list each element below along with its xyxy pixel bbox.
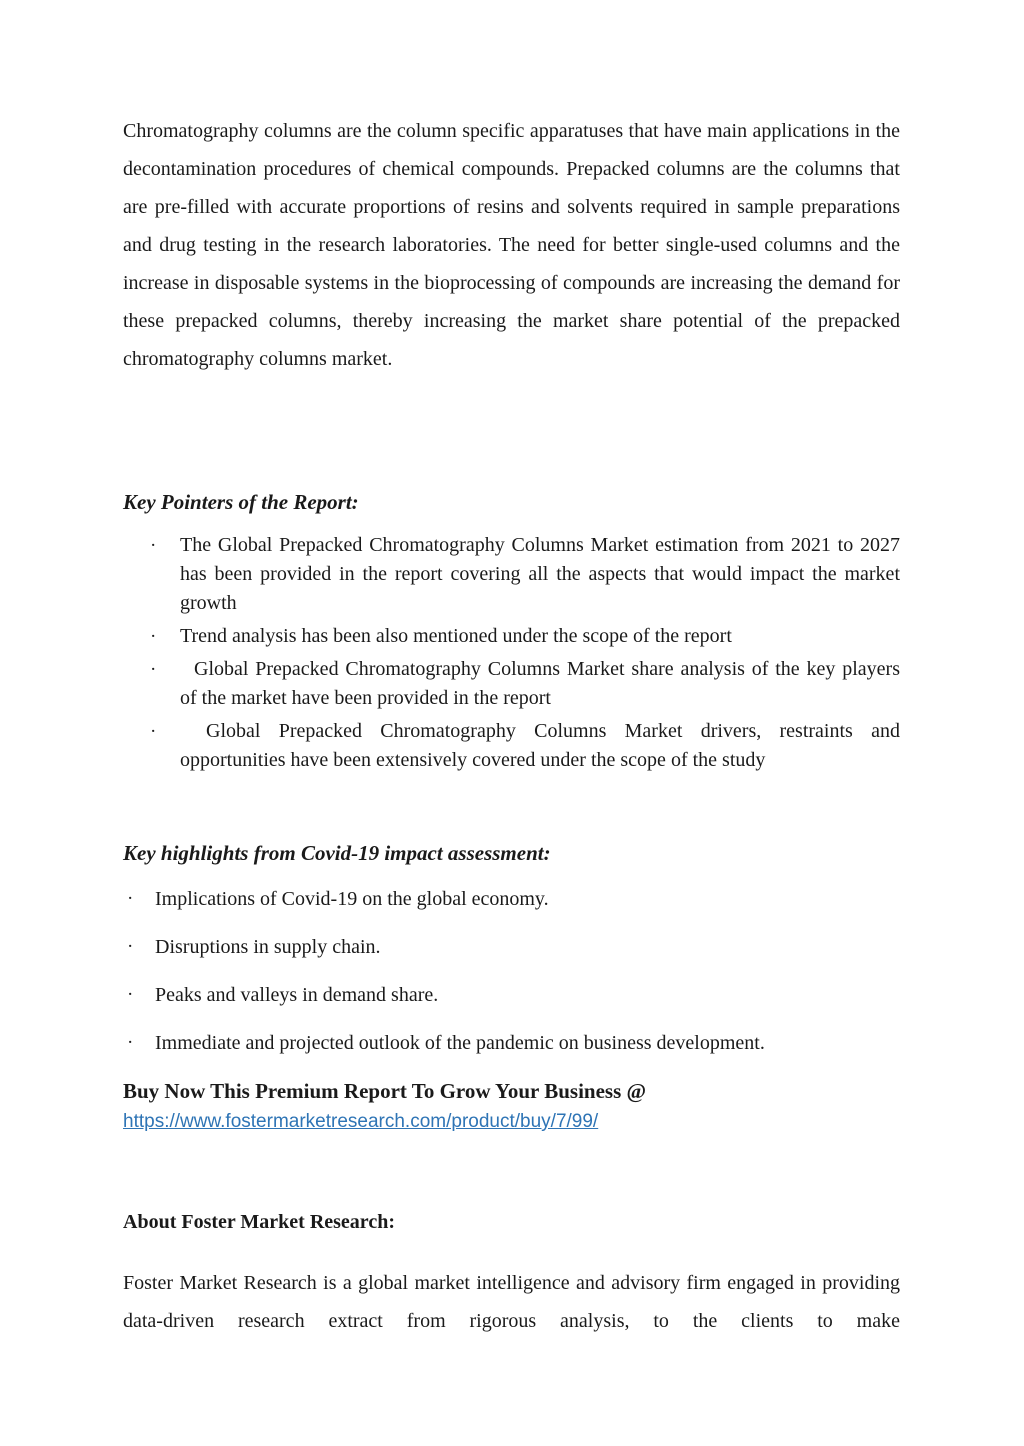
bullet-icon: · xyxy=(127,936,134,957)
list-item-text: Global Prepacked Chromatography Columns Market share analysis of the key players of the market have been provided in the report xyxy=(180,658,900,709)
key-pointers-list xyxy=(123,531,900,775)
bullet-icon: · xyxy=(127,888,134,909)
bullet-icon: · xyxy=(150,721,157,742)
bullet-icon: · xyxy=(150,626,157,647)
bullet-icon: · xyxy=(127,984,134,1005)
list-item-text: The Global Prepacked Chromatography Columns Market estimation from 2021 to 2027 has been provided in the report covering all the aspects that would impact the market growth xyxy=(180,534,900,614)
covid-highlights-heading: Key highlights from Covid-19 impact assessment: xyxy=(123,841,551,865)
list-item xyxy=(123,717,900,775)
intro-paragraph: Chromatography columns are the column specific apparatuses that have main applications in the decontamination procedures of chemical compounds. Prepacked columns are the columns that are pre-filled with accurate proportions of resins and solvents required in sample preparations and drug testing in the research laboratories. The need for better single-used columns and the increase in disposable systems in the bioprocessing of compounds are increasing the demand for these prepacked columns, thereby increasing the market share potential of the prepacked chromatography columns market. xyxy=(123,120,900,370)
list-item-text: Peaks and valleys in demand share. xyxy=(155,984,439,1006)
list-item-text: Disruptions in supply chain. xyxy=(155,936,381,958)
list-item-text: Trend analysis has been also mentioned under the scope of the report xyxy=(180,625,732,647)
bullet-icon: · xyxy=(150,535,157,556)
list-item xyxy=(123,622,900,651)
list-item-text: Implications of Covid-19 on the global economy. xyxy=(155,888,549,910)
list-item xyxy=(123,655,900,713)
list-item xyxy=(123,933,900,961)
about-heading: About Foster Market Research: xyxy=(123,1211,395,1233)
list-item xyxy=(123,981,900,1009)
list-item xyxy=(123,1029,900,1057)
buy-now-heading: Buy Now This Premium Report To Grow Your Business @ xyxy=(123,1079,647,1103)
bullet-icon: · xyxy=(150,659,157,680)
key-pointers-heading: Key Pointers of the Report: xyxy=(123,490,359,514)
covid-highlights-list xyxy=(123,885,900,1057)
list-item-text: Immediate and projected outlook of the pandemic on business development. xyxy=(155,1032,765,1054)
about-paragraph: Foster Market Research is a global market intelligence and advisory firm engaged in providing data-driven research extract from rigorous analysis, to the clients to make xyxy=(123,1272,900,1332)
list-item-text: Global Prepacked Chromatography Columns Market drivers, restraints and opportunities have been extensively covered under the scope of the study xyxy=(180,720,900,771)
bullet-icon: · xyxy=(127,1032,134,1053)
list-item xyxy=(123,531,900,618)
buy-now-link[interactable]: https://www.fostermarketresearch.com/product/buy/7/99/ xyxy=(123,1111,599,1132)
list-item xyxy=(123,885,900,913)
